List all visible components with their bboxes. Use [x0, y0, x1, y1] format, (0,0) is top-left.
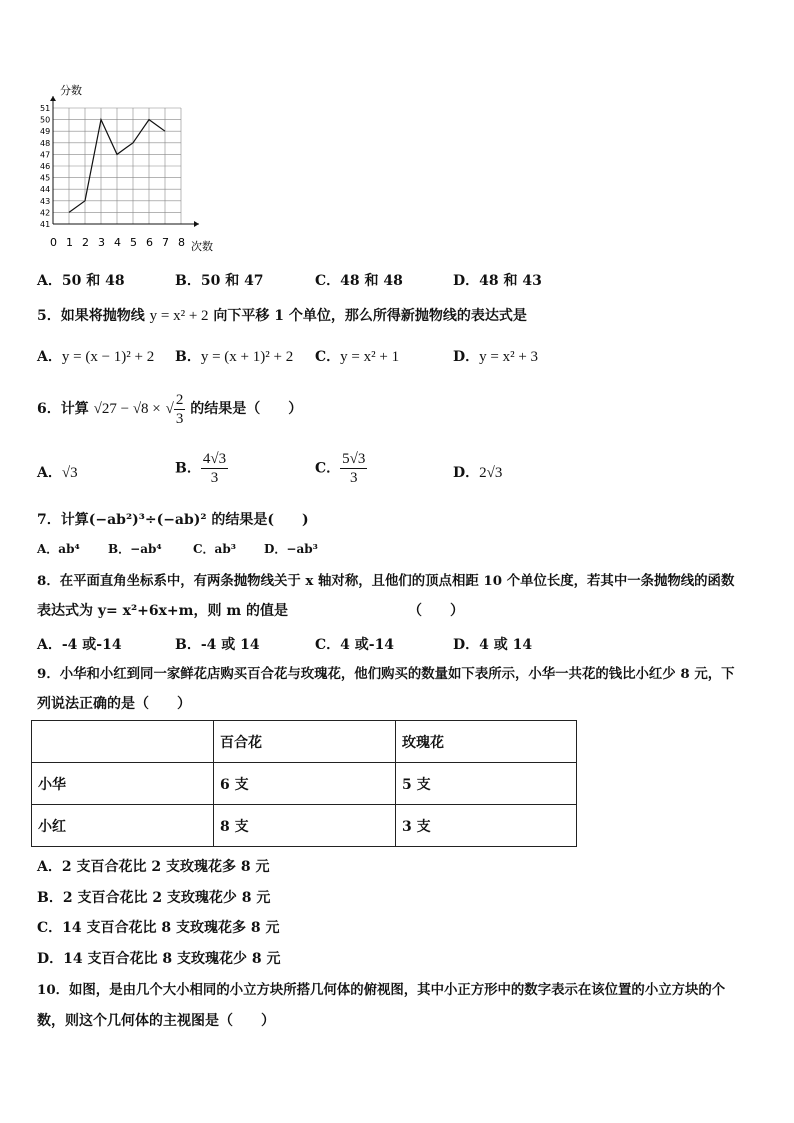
q6-option-a[interactable]: [37, 462, 78, 482]
table-row: [32, 805, 577, 847]
q8-option-c[interactable]: C．4 或-14: [315, 637, 395, 653]
q8-stem-line2: 表达式为 y= x²+6x+m，则 m 的值是: [37, 603, 289, 619]
q9-option-b[interactable]: B．2 支百合花比 2 支玫瑰花少 8 元: [37, 890, 271, 906]
table-cell-name: 小华: [32, 763, 214, 805]
q4-option-b[interactable]: B．50 和 47: [175, 273, 264, 289]
y-tick-label: 46: [40, 162, 51, 171]
q6-option-c-fraction: [340, 450, 367, 487]
q5-expression: y = x² + 2: [149, 308, 209, 324]
x-axis-arrow-icon: [194, 221, 199, 227]
q6-option-a-value: √3: [61, 465, 78, 481]
q8-option-a[interactable]: A．-4 或-14: [37, 637, 122, 653]
q6-option-b-denominator: 3: [210, 470, 219, 486]
q7-stem: 7．计算(−ab²)³÷(−ab)² 的结果是( ): [37, 512, 309, 528]
q7-option-a[interactable]: A．ab⁴: [37, 542, 80, 556]
y-tick-label: 43: [40, 196, 51, 206]
table-header-cell: [32, 721, 214, 763]
q5-option-c-expr: y = x² + 1: [340, 349, 400, 365]
q6-option-c[interactable]: [315, 450, 367, 487]
y-tick-label: 47: [40, 150, 51, 160]
q6-option-b-label: B．: [175, 460, 201, 477]
y-axis-arrow-icon: [50, 96, 56, 101]
q8-option-d[interactable]: D．4 或 14: [453, 637, 533, 653]
q6-option-a-label: A．: [37, 465, 62, 481]
q10-stem-line2: 数，则这个几何体的主视图是（ ）: [37, 1013, 275, 1029]
q6-stem-pre: 6．计算: [37, 401, 89, 417]
table-cell-rose: 5 支: [396, 763, 577, 805]
q6-frac-numerator: 2: [175, 391, 184, 408]
q5-stem: [37, 306, 527, 326]
q5-option-b[interactable]: [175, 346, 293, 366]
x-tick-label: 1: [66, 236, 73, 249]
q9-stem-line2: 列说法正确的是（ ）: [37, 696, 191, 712]
q5-option-c-label: C．: [315, 349, 341, 365]
q4-option-a[interactable]: A．50 和 48: [37, 273, 125, 289]
x-tick-label: 8: [178, 236, 185, 249]
q6-option-b-fraction: [201, 450, 228, 487]
chart-axes: [50, 96, 199, 227]
y-tick-label: 42: [40, 208, 51, 218]
q5-option-d-label: D．: [453, 349, 480, 365]
chart-grid: [53, 108, 181, 224]
q5-option-b-label: B．: [175, 349, 201, 365]
q5-option-d-expr: y = x² + 3: [479, 349, 539, 365]
q4-option-d[interactable]: D．48 和 43: [453, 273, 542, 289]
q9-stem-line1: 9．小华和小红到同一家鲜花店购买百合花与玫瑰花，他们购买的数量如下表所示，小华一共花的钱比小红少 8 元，下: [37, 666, 735, 682]
y-axis-title: 分数: [60, 84, 82, 97]
q6-option-d-value: 2√3: [479, 465, 503, 481]
q9-option-d[interactable]: D．14 支百合花比 8 支玫瑰花少 8 元: [37, 951, 281, 967]
q5-option-a[interactable]: [37, 346, 154, 366]
x-tick-label: 5: [130, 236, 137, 249]
q6-stem-post: 的结果是（ ）: [190, 401, 303, 417]
q8-stem-line1: 8．在平面直角坐标系中，有两条抛物线关于 x 轴对称，且他们的顶点相距 10 个单位长度，若其中一条抛物线的函数: [37, 573, 735, 589]
table-cell-rose: 3 支: [396, 805, 577, 847]
q6-stem: [37, 390, 302, 428]
q5-option-d[interactable]: [453, 346, 538, 366]
x-tick-label: 0: [50, 236, 57, 249]
y-tick-label: 51: [40, 104, 51, 113]
y-tick-label: 45: [40, 173, 51, 183]
q6-option-d-label: D．: [453, 465, 480, 481]
q6-option-b[interactable]: [175, 450, 228, 487]
q5-option-a-label: A．: [37, 349, 62, 365]
q7-option-b[interactable]: B．−ab⁴: [108, 542, 162, 556]
q5-option-c[interactable]: [315, 346, 399, 366]
table-header-lily: 百合花: [214, 721, 396, 763]
x-tick-label: 7: [162, 236, 169, 249]
score-line-chart: [30, 80, 230, 260]
q6-option-b-numerator: 4√3: [202, 451, 227, 467]
q5-option-b-expr: y = (x + 1)² + 2: [200, 349, 294, 365]
table-cell-lily: 6 支: [214, 763, 396, 805]
q4-option-c[interactable]: C．48 和 48: [315, 273, 403, 289]
q6-expression: √27 − √8 ×: [93, 401, 161, 417]
q7-option-c[interactable]: C．ab³: [193, 542, 236, 556]
q5-option-a-expr: y = (x − 1)² + 2: [61, 349, 155, 365]
q7-option-d[interactable]: D．−ab³: [264, 542, 318, 556]
x-tick-label: 6: [146, 236, 153, 249]
q6-option-d[interactable]: [453, 462, 502, 482]
q6-option-c-numerator: 5√3: [342, 451, 366, 467]
q8-answer-bracket: （ ）: [408, 603, 464, 619]
q9-option-c[interactable]: C．14 支百合花比 8 支玫瑰花多 8 元: [37, 920, 280, 936]
table-header-row: [32, 721, 577, 763]
q6-sqrt-sign: √: [165, 401, 174, 417]
table-cell-lily: 8 支: [214, 805, 396, 847]
q9-purchase-table: [31, 720, 577, 847]
table-row: [32, 763, 577, 805]
q5-stem-pre: 5．如果将抛物线: [37, 308, 145, 324]
table-cell-name: 小红: [32, 805, 214, 847]
y-tick-label: 50: [40, 115, 51, 125]
chart-tick-labels: [40, 104, 185, 249]
y-tick-label: 48: [40, 138, 51, 148]
q8-option-b[interactable]: B．-4 或 14: [175, 637, 260, 653]
q6-fraction: [174, 391, 186, 428]
y-tick-label: 49: [40, 127, 51, 137]
q10-stem-line1: 10．如图，是由几个大小相同的小立方块所搭几何体的俯视图，其中小正方形中的数字表示在该位置的小立方块的个: [37, 982, 726, 998]
x-axis-title: 次数: [191, 240, 213, 253]
q9-option-a[interactable]: A．2 支百合花比 2 支玫瑰花多 8 元: [37, 859, 270, 875]
x-tick-label: 3: [98, 236, 105, 249]
q6-frac-denominator: 3: [175, 410, 184, 427]
table-header-rose: 玫瑰花: [396, 721, 577, 763]
x-tick-label: 4: [114, 236, 121, 249]
x-tick-label: 2: [82, 236, 89, 249]
y-tick-label: 44: [40, 185, 51, 195]
y-tick-label: 41: [40, 220, 51, 229]
q6-option-c-label: C．: [315, 460, 341, 477]
q5-stem-post: 向下平移 1 个单位，那么所得新抛物线的表达式是: [213, 308, 527, 324]
q6-option-c-denominator: 3: [350, 470, 358, 486]
